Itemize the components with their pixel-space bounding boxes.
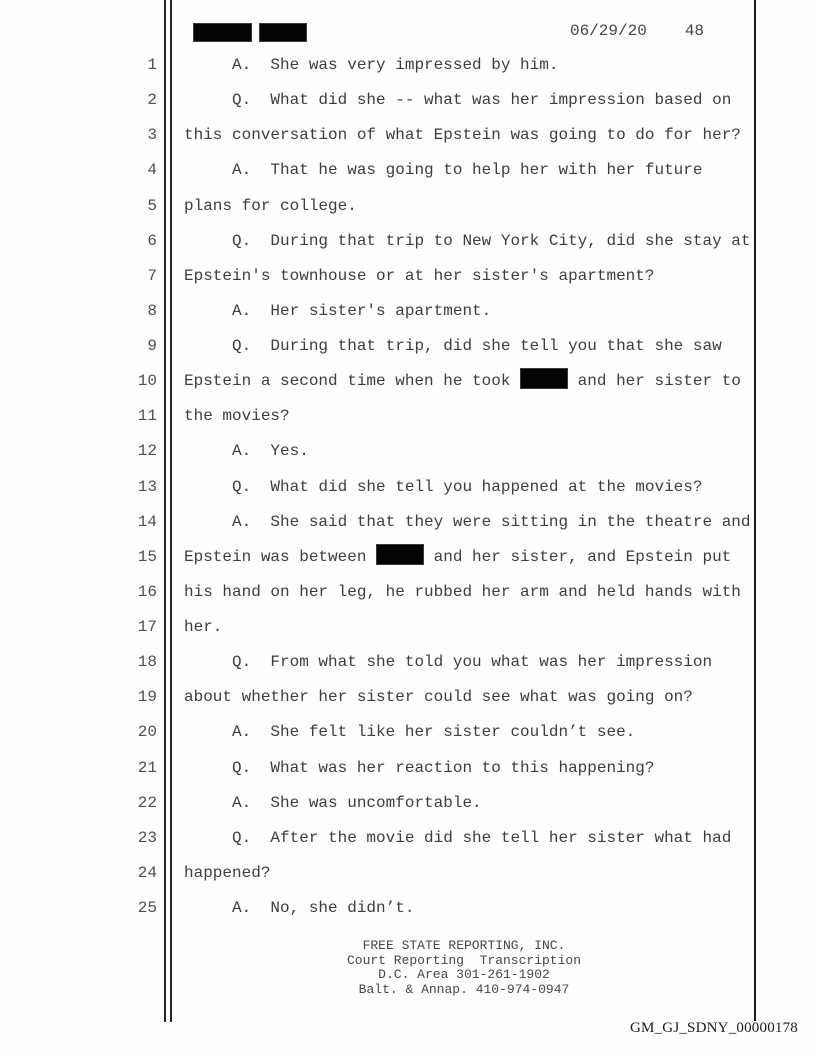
line-number: 14 <box>137 512 157 531</box>
transcript-text-segment: Epstein a second time when he took <box>184 372 521 391</box>
line-number: 2 <box>147 91 157 110</box>
transcript-line <box>184 118 759 153</box>
transcript-text-segment: and her sister to <box>568 372 741 391</box>
inline-redaction-bar <box>520 368 568 389</box>
transcript-line <box>184 434 759 469</box>
header-date: 06/29/20 <box>570 22 647 40</box>
transcript-text-segment: his hand on her leg, he rubbed her arm and held hands with <box>184 582 741 601</box>
footer-service-line: Court Reporting Transcription <box>346 952 582 968</box>
transcript-text-segment: plans for college. <box>184 196 357 215</box>
bates-number: GM_GJ_SDNY_00000178 <box>630 1020 798 1036</box>
line-number: 15 <box>137 547 157 566</box>
transcript-line <box>184 329 759 364</box>
transcript-text-segment: A. She felt like her sister couldn’t see. <box>184 723 636 742</box>
transcript-line <box>184 540 759 575</box>
transcript-line <box>184 821 759 856</box>
footer-company-name: FREE STATE REPORTING, INC. <box>362 938 566 953</box>
line-number: 7 <box>147 266 157 285</box>
transcript-text-segment: Q. After the movie did she tell her sister what had <box>184 828 732 847</box>
line-number: 20 <box>137 723 157 742</box>
left-margin-double-rule <box>164 0 172 1022</box>
transcript-text-segment: Q. During that trip to New York City, did she stay at <box>184 231 751 250</box>
transcript-text-segment: Q. What did she -- what was her impression based on <box>184 91 732 110</box>
line-number: 19 <box>137 688 157 707</box>
line-number: 12 <box>137 442 157 461</box>
transcript-text-segment: A. Her sister's apartment. <box>184 301 492 320</box>
transcript-text-column <box>184 48 759 926</box>
transcript-line <box>184 786 759 821</box>
transcript-line <box>184 891 759 926</box>
line-number: 22 <box>137 793 157 812</box>
transcript-text-segment: A. She was very impressed by him. <box>184 56 559 74</box>
transcript-line <box>184 505 759 540</box>
line-number: 23 <box>137 828 157 847</box>
header-page-number: 48 <box>684 22 705 40</box>
transcript-line <box>184 575 759 610</box>
transcript-text-segment: this conversation of what Epstein was going to do for her? <box>184 126 741 145</box>
transcript-line <box>184 470 759 505</box>
transcript-text-segment: Q. What was her reaction to this happening? <box>184 758 655 777</box>
transcript-text-segment: A. That he was going to help her with her future <box>184 161 703 180</box>
line-number: 8 <box>147 301 157 320</box>
line-number: 21 <box>137 758 157 777</box>
transcript-line <box>184 680 759 715</box>
line-number: 5 <box>147 196 157 215</box>
line-number: 4 <box>147 161 157 180</box>
line-number-column <box>0 48 157 926</box>
inline-redaction-bar <box>376 544 424 565</box>
transcript-line <box>184 83 759 118</box>
transcript-text-segment: and her sister, and Epstein put <box>424 547 732 566</box>
line-number: 1 <box>147 56 157 74</box>
transcript-text-segment: A. Yes. <box>184 442 309 461</box>
footer-dc-phone: D.C. Area 301-261-1902 <box>378 967 550 983</box>
transcript-text-segment: Q. During that trip, did she tell you that she saw <box>184 337 722 355</box>
transcript-text-segment: Q. What did she tell you happened at the movies? <box>184 477 703 496</box>
header-date-line <box>570 22 704 40</box>
transcript-text-segment: A. No, she didn’t. <box>184 899 415 917</box>
transcript-line <box>184 48 759 83</box>
transcript-line <box>184 224 759 259</box>
transcript-text-segment: Epstein's townhouse or at her sister's apartment? <box>184 266 655 285</box>
transcript-line <box>184 189 759 224</box>
transcript-line <box>184 259 759 294</box>
transcript-text-segment: Q. From what she told you what was her impression <box>184 653 713 672</box>
line-number: 6 <box>147 231 157 250</box>
line-number: 3 <box>147 126 157 145</box>
line-number: 18 <box>137 653 157 672</box>
transcript-line <box>184 399 759 434</box>
transcript-line <box>184 645 759 680</box>
line-number: 25 <box>137 899 157 917</box>
header-redaction-bar <box>259 23 307 42</box>
transcript-text-segment: A. She said that they were sitting in the theatre and <box>184 512 751 531</box>
line-number: 16 <box>137 582 157 601</box>
line-number: 24 <box>137 863 157 882</box>
transcript-line <box>184 153 759 188</box>
transcript-line <box>184 751 759 786</box>
transcript-line <box>184 294 759 329</box>
transcript-text-segment: her. <box>184 618 223 636</box>
transcript-text-segment: about whether her sister could see what was going on? <box>184 688 693 707</box>
footer-balt-phone: Balt. & Annap. 410-974-0947 <box>358 981 570 997</box>
line-number: 13 <box>137 477 157 496</box>
header-redaction-bar <box>193 23 252 42</box>
line-number: 11 <box>137 407 157 426</box>
line-number: 17 <box>137 618 157 636</box>
transcript-line <box>184 364 759 399</box>
transcript-text-segment: happened? <box>184 863 271 882</box>
transcript-text-segment: A. She was uncomfortable. <box>184 793 482 812</box>
transcript-line <box>184 715 759 750</box>
transcript-text-segment: the movies? <box>184 407 290 426</box>
line-number: 10 <box>137 372 157 391</box>
reporter-footer <box>184 939 744 997</box>
transcript-text-segment: Epstein was between <box>184 547 377 566</box>
line-number: 9 <box>147 337 157 355</box>
transcript-line <box>184 856 759 891</box>
transcript-line <box>184 610 759 645</box>
